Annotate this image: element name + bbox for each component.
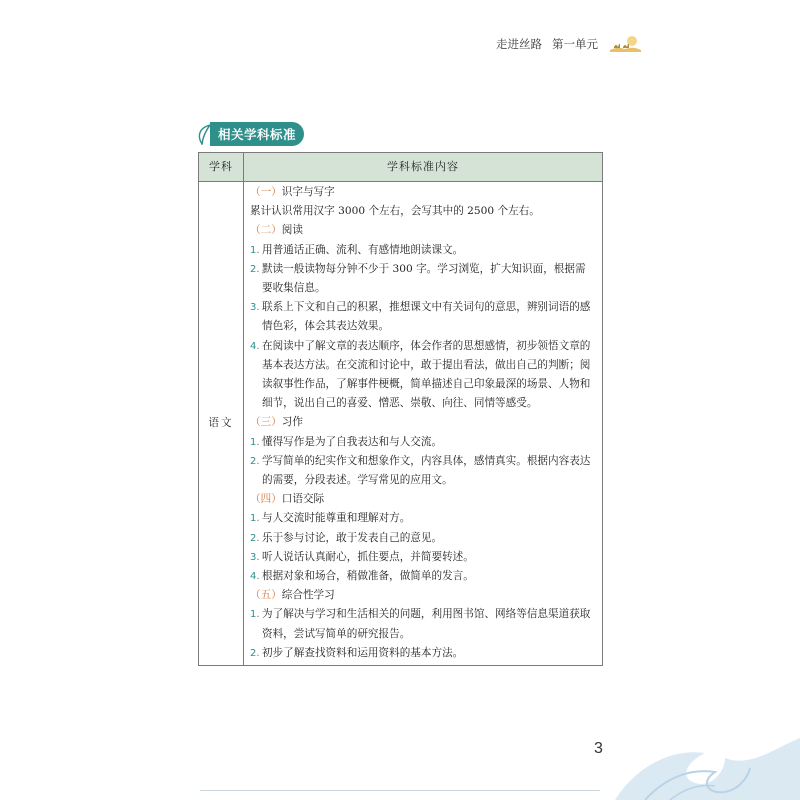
header-subject: 学科 (199, 153, 244, 182)
standards-table (198, 152, 603, 666)
header-content: 学科标准内容 (244, 153, 603, 182)
running-header (496, 34, 642, 54)
list-item: 1. 为了解决与学习和生活相关的问题，利用图书馆、网络等信息渠道获取资料，尝试写简单的研究报告。 (250, 608, 591, 640)
list-item: 4. 在阅读中了解文章的表达顺序，体会作者的思想感情，初步领悟文章的基本表达方法。在交流和讨论中，敢于提出看法，做出自己的判断；阅读叙事性作品，了解事件梗概，简单描述自己印象最深的场景、人物和细节，说出自己的喜爱、憎恶、崇敬、向往、同情等感受。 (250, 339, 591, 410)
group-text: 累计认识常用汉字 3000 个左右，会写其中的 2500 个左右。 (250, 205, 540, 218)
section-heading (196, 121, 304, 147)
camel-caravan-icon (608, 35, 642, 53)
bottom-rule (200, 790, 600, 791)
list-item: 1. 懂得写作是为了自我表达和与人交流。 (250, 435, 443, 448)
subject-cell: 语文 (199, 182, 244, 666)
item-list (250, 605, 596, 663)
list-item: 4. 根据对象和场合，稍做准备，做简单的发言。 (250, 570, 474, 583)
wave-decoration (575, 708, 800, 800)
item-list (250, 509, 596, 586)
group-heading: （五）综合性学习 (250, 589, 335, 602)
list-item: 2. 默读一般读物每分钟不少于 300 字。学习浏览，扩大知识面，根据需要收集信息。 (250, 262, 586, 295)
list-item: 3. 联系上下文和自己的积累，推想课文中有关词句的意思，辨别词语的感情色彩，体会其表达效果。 (250, 301, 591, 333)
table-header-row (199, 153, 603, 182)
list-item: 1. 用普通话正确、流利、有感情地朗读课文。 (250, 243, 464, 256)
group-heading: （四）口语交际 (250, 493, 325, 506)
chapter-title: 走进丝路 (496, 37, 542, 51)
page-number: 3 (594, 740, 603, 757)
unit-label: 第一单元 (552, 37, 598, 51)
list-item: 1. 与人交流时能尊重和理解对方。 (250, 512, 411, 525)
list-item: 3. 听人说话认真耐心，抓住要点，并简要转述。 (250, 550, 474, 563)
list-item: 2. 学写简单的纪实作文和想象作文，内容具体，感情真实。根据内容表达的需要，分段表述。学写常见的应用文。 (250, 454, 591, 487)
group-heading: （二）阅读 (250, 224, 303, 237)
item-list (250, 433, 596, 491)
list-item: 2. 乐于参与讨论，敢于发表自己的意见。 (250, 531, 443, 544)
section-title: 相关学科标准 (210, 122, 304, 146)
list-item: 2. 初步了解查找资料和运用资料的基本方法。 (250, 646, 464, 659)
content-cell (244, 182, 603, 666)
table-row (199, 182, 603, 666)
group-heading: （三）习作 (250, 416, 303, 429)
item-list (250, 241, 596, 414)
group-heading: （一）识字与写字 (250, 186, 335, 198)
